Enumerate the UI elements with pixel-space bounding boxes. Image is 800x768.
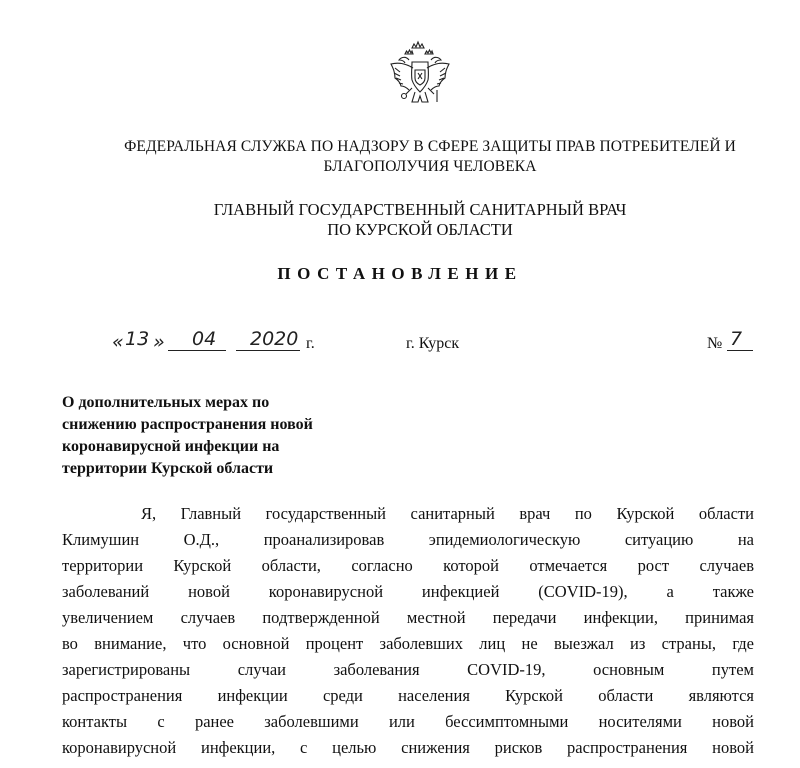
subject-line: коронавирусной инфекции на [62, 438, 280, 455]
month-underline [168, 350, 226, 351]
body-line: контакты с ранее заболевшими или бессимптомными носителями новой [62, 712, 754, 731]
body-line: увеличением случаев подтвержденной местной передачи инфекции, принимая [62, 608, 754, 627]
body-line: Климушин О.Д., проанализировав эпидемиологическую ситуацию на [62, 530, 754, 549]
body-line: зарегистрированы случаи заболевания COVID-19, основным путем [62, 660, 754, 679]
agency-line: ФЕДЕРАЛЬНАЯ СЛУЖБА ПО НАДЗОРУ В СФЕРЕ ЗАЩИТЫ ПРАВ ПОТРЕБИТЕЛЕЙ И [124, 138, 736, 155]
body-line: коронавирусной инфекции, с целью снижения рисков распространения новой [62, 738, 754, 757]
year-underline [236, 350, 300, 351]
body-line: во внимание, что основной процент заболевших лиц не выезжал из страны, где [62, 634, 754, 653]
body-line: территории Курской области, согласно которой отмечается рост случаев [62, 556, 754, 575]
body-line: распространения инфекции среди населения Курской области являются [62, 686, 754, 705]
subject-line: территории Курской области [62, 460, 274, 477]
agency-header [60, 137, 800, 177]
subject-line: О дополнительных мерах по [62, 394, 270, 411]
date-close-quote: » [153, 331, 165, 353]
number-underline [727, 350, 753, 351]
date-day: 13 [125, 328, 150, 350]
coat-of-arms-icon [385, 38, 455, 116]
date-year: 2020 [250, 328, 299, 350]
body-line: Я, Главный государственный санитарный врач по Курской области [141, 504, 754, 523]
date-line [0, 328, 800, 368]
officer-header [200, 200, 640, 240]
agency-line: БЛАГОПОЛУЧИЯ ЧЕЛОВЕКА [323, 158, 537, 175]
officer-line: ПО КУРСКОЙ ОБЛАСТИ [327, 220, 513, 239]
date-month: 04 [192, 328, 217, 350]
subject-line: снижению распространения новой [62, 416, 313, 433]
document-title: ПОСТАНОВЛЕНИЕ [277, 264, 523, 283]
document-number: 7 [730, 328, 743, 350]
number-label: № [707, 335, 723, 352]
officer-line: ГЛАВНЫЙ ГОСУДАРСТВЕННЫЙ САНИТАРНЫЙ ВРАЧ [213, 200, 627, 219]
subject-block [62, 392, 392, 480]
date-open-quote: « [112, 331, 124, 353]
city: г. Курск [406, 335, 460, 352]
body-text [62, 501, 754, 761]
body-line: заболеваний новой коронавирусной инфекцией (COVID-19), а также [62, 582, 754, 601]
year-suffix: г. [306, 335, 315, 352]
